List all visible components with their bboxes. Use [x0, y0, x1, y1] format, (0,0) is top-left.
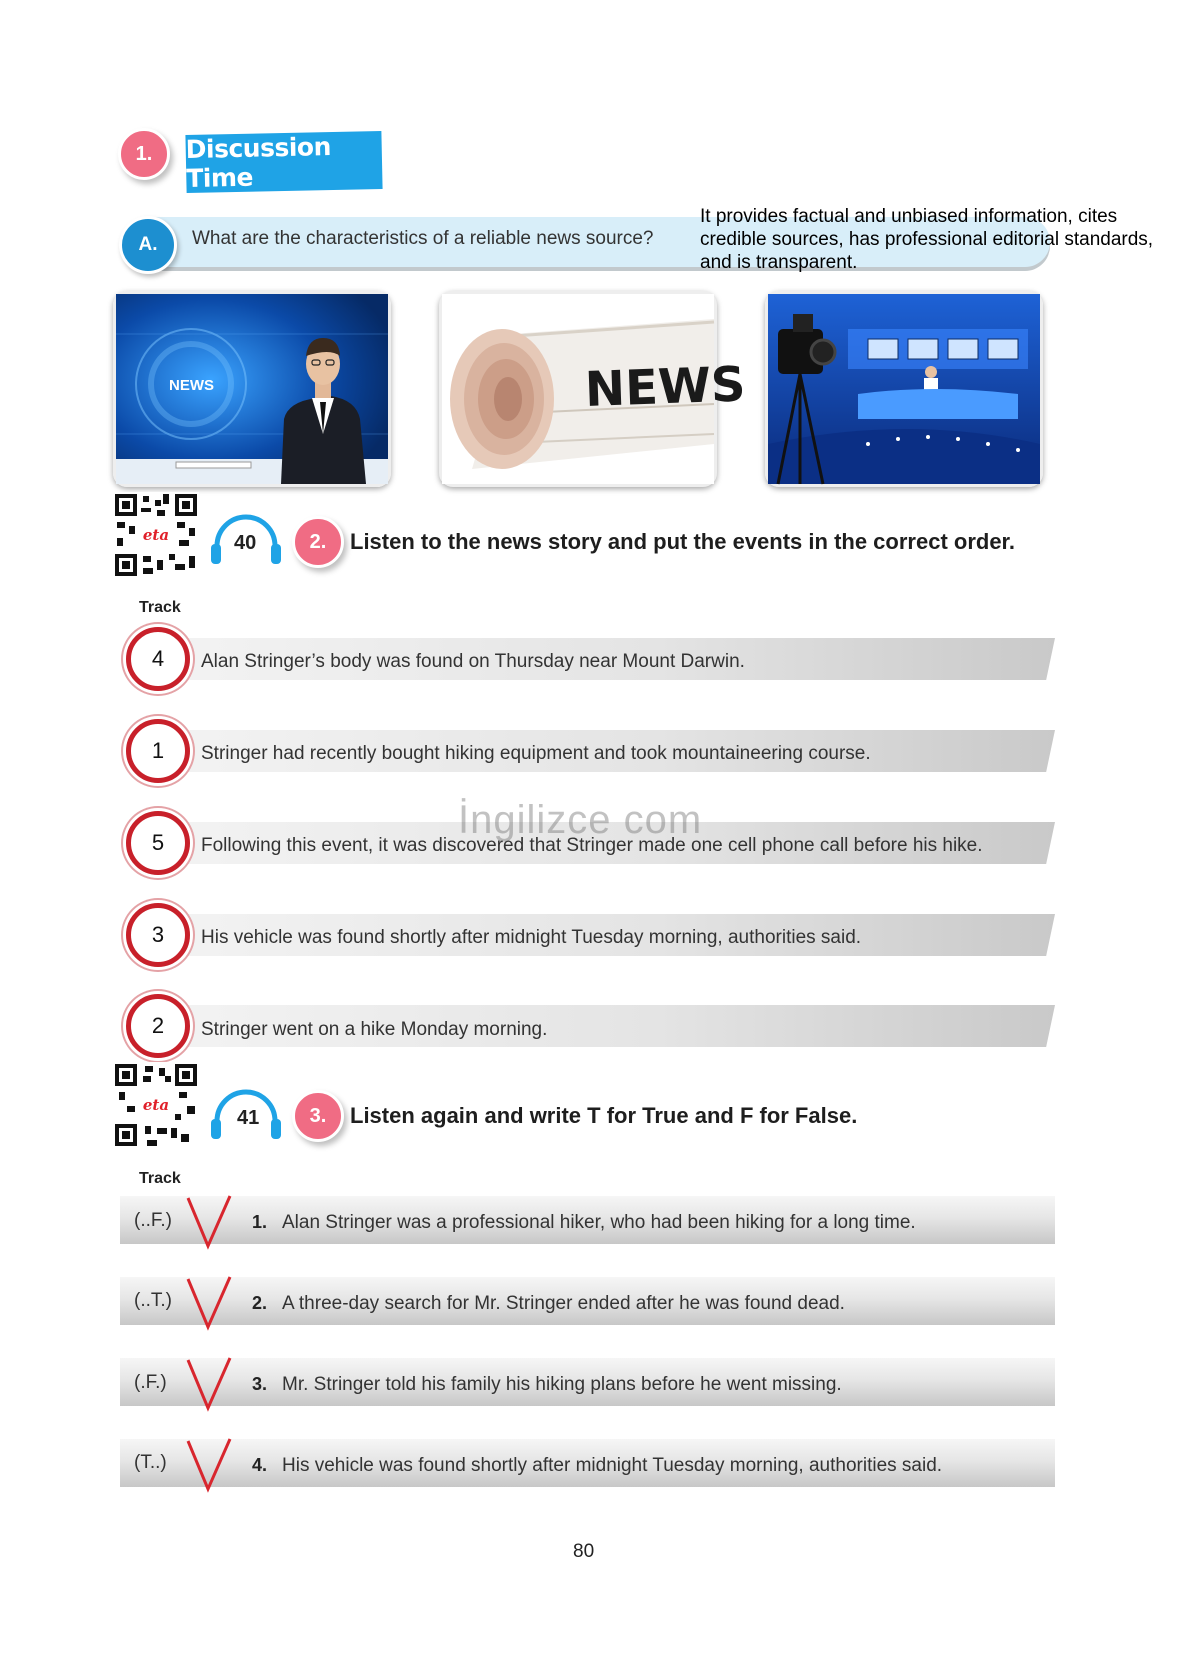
- statement-answer-2[interactable]: (..T.): [134, 1290, 172, 1311]
- section-1-number: [118, 128, 170, 180]
- statement-number-1: 1.: [252, 1212, 268, 1232]
- track-label-40: Track: [139, 599, 181, 616]
- track-number-40: 40: [234, 532, 257, 554]
- qr-eta-logo-2: eta: [142, 1096, 170, 1114]
- track-label-41: Track: [139, 1170, 181, 1187]
- section-2-number-text: 2.: [309, 530, 327, 553]
- question-letter-badge: [119, 216, 177, 274]
- statement-number-4: 4.: [252, 1455, 268, 1475]
- track-number-41: 41: [237, 1107, 260, 1129]
- tv-studio-illustration: [768, 294, 1040, 484]
- statement-number-2: 2.: [252, 1293, 268, 1313]
- qr-code-track-41[interactable]: [113, 1062, 199, 1148]
- section-3-number-text: 3.: [309, 1104, 327, 1127]
- statement-text-2: A three-day search for Mr. Stringer ended after he was found dead.: [282, 1293, 845, 1314]
- question-letter: A.: [138, 234, 158, 255]
- statement-text-4: His vehicle was found shortly after midnight Tuesday morning, authorities said.: [282, 1455, 943, 1476]
- event-order-3-value: 5: [151, 830, 165, 855]
- qr-eta-logo: eta: [142, 526, 170, 544]
- news-anchor-illustration: [116, 294, 388, 484]
- check-mark-icon: [186, 1354, 232, 1412]
- check-mark-icon: [186, 1273, 232, 1331]
- event-order-2[interactable]: [126, 719, 190, 783]
- statement-text-3: Mr. Stringer told his family his hiking plans before he went missing.: [282, 1374, 842, 1395]
- rolled-newspaper-photo: [439, 291, 747, 487]
- watermark: İngilizce com: [458, 798, 703, 842]
- event-order-1-value: 4: [151, 646, 165, 671]
- event-text-1: Alan Stringer’s body was found on Thursday near Mount Darwin.: [201, 651, 745, 672]
- event-order-1[interactable]: [126, 627, 190, 691]
- statement-answer-1[interactable]: (..F.): [134, 1210, 172, 1231]
- discussion-answer: It provides factual and unbiased information, cites credible sources, has professional editorial standards, and is transparent.: [700, 206, 1154, 273]
- statement-number-3: 3.: [252, 1374, 268, 1394]
- event-order-2-value: 1: [151, 738, 165, 763]
- discussion-question: What are the characteristics of a reliable news source?: [192, 228, 654, 249]
- event-text-2: Stringer had recently bought hiking equipment and took mountaineering course.: [201, 743, 871, 764]
- rolled-newspaper-illustration: [442, 294, 747, 484]
- section-1-number-text: 1.: [135, 142, 153, 165]
- statement-answer-4[interactable]: (T..): [134, 1452, 167, 1473]
- statement-answer-3[interactable]: (.F.): [134, 1372, 167, 1393]
- qr-code-track-40[interactable]: [113, 492, 199, 578]
- page-number: 80: [573, 1541, 595, 1562]
- news-anchor-photo: [113, 291, 391, 487]
- discussion-time-title: Discussion Time: [185, 132, 332, 194]
- check-mark-icon: [186, 1435, 232, 1493]
- section-2-title: Listen to the news story and put the events in the correct order.: [350, 529, 1016, 554]
- event-order-4[interactable]: [126, 903, 190, 967]
- check-mark-icon: [186, 1192, 232, 1250]
- event-order-5[interactable]: [126, 994, 190, 1058]
- section-3-title: Listen again and write T for True and F for False.: [350, 1103, 858, 1128]
- newspaper-headline: NEWS: [584, 356, 747, 418]
- event-order-3[interactable]: [126, 811, 190, 875]
- event-text-4: His vehicle was found shortly after midnight Tuesday morning, authorities said.: [201, 927, 862, 948]
- anchor-news-text: NEWS: [169, 377, 214, 394]
- discussion-time-banner: [185, 131, 382, 193]
- section-3-number: [292, 1090, 344, 1142]
- tv-studio-photo: [765, 291, 1043, 487]
- section-2-number: [292, 516, 344, 568]
- statement-text-1: Alan Stringer was a professional hiker, who had been hiking for a long time.: [282, 1212, 916, 1233]
- event-text-5: Stringer went on a hike Monday morning.: [201, 1019, 548, 1040]
- event-order-4-value: 3: [151, 922, 165, 947]
- event-order-5-value: 2: [151, 1013, 165, 1038]
- event-text-3: Following this event, it was discovered that Stringer made one cell phone call before his hike.: [201, 835, 983, 856]
